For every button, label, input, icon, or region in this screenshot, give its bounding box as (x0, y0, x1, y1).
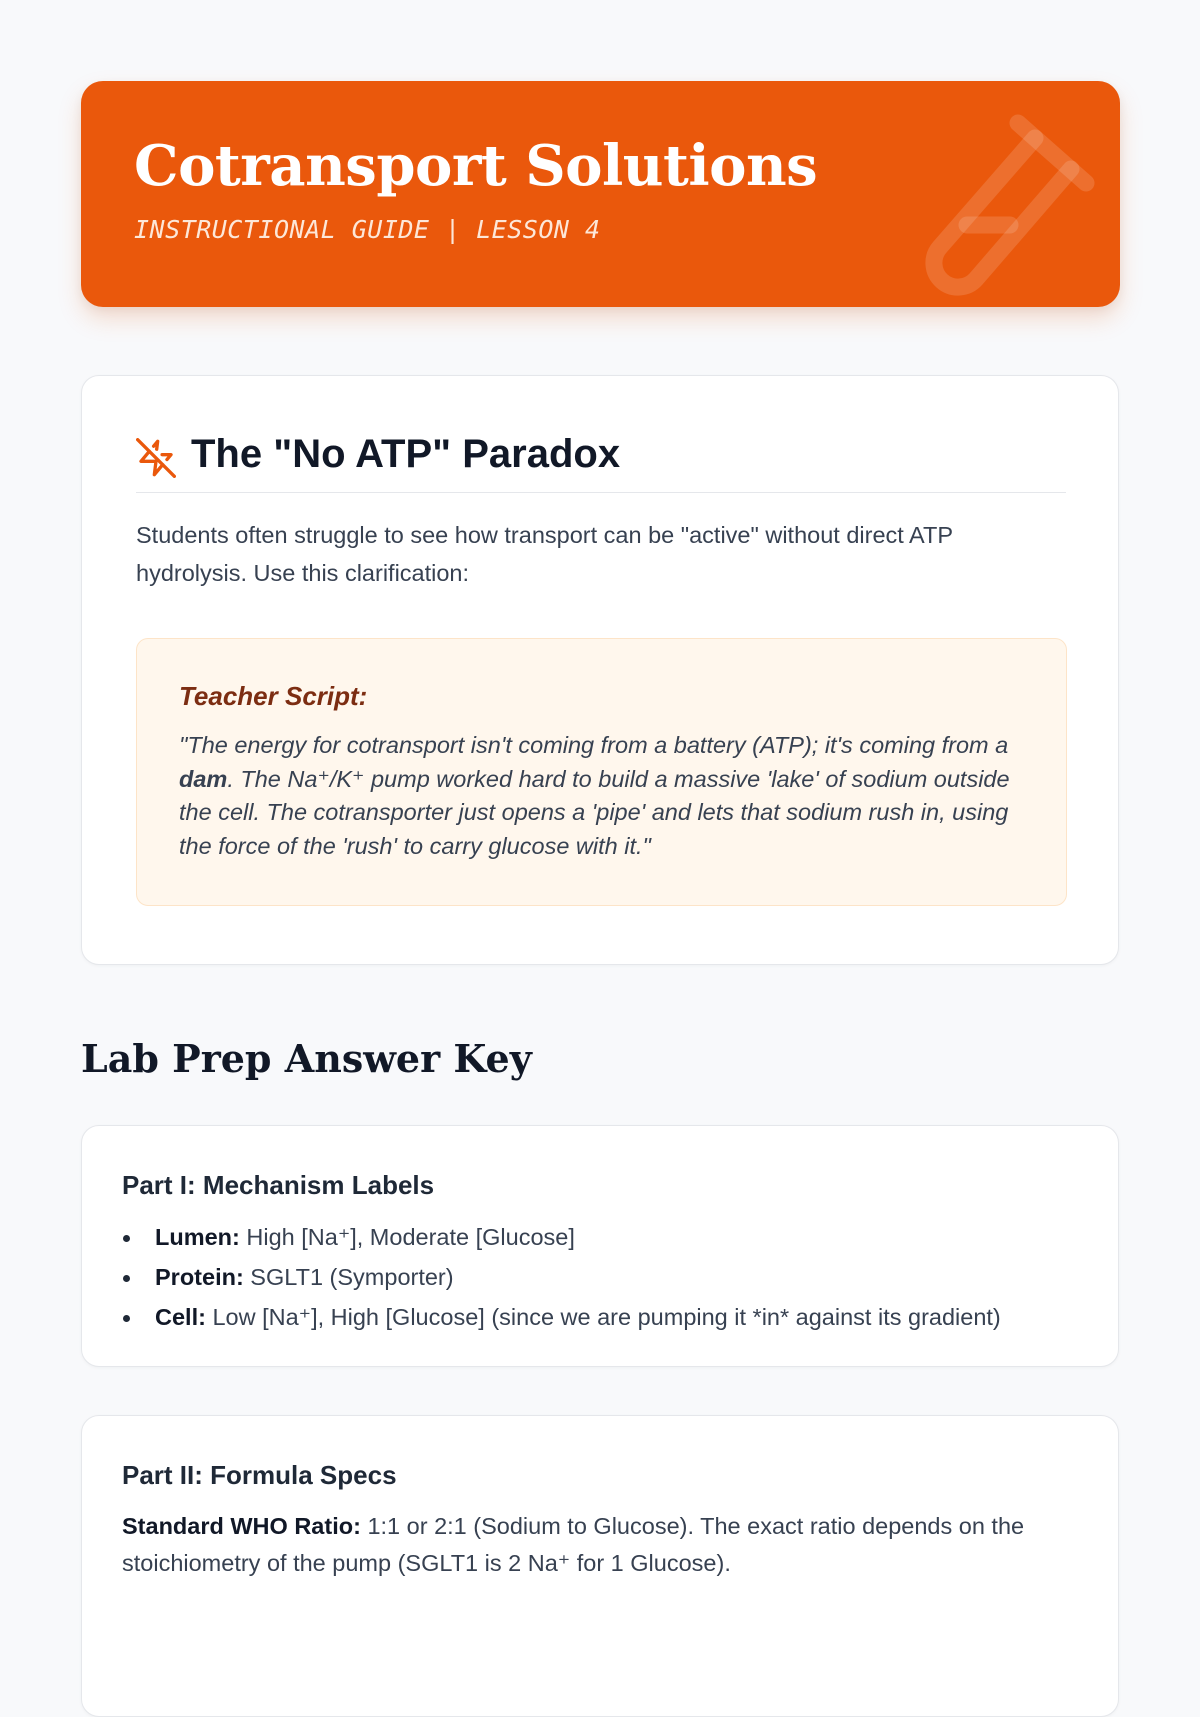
list-item (122, 1260, 1001, 1300)
teacher-script-box (136, 638, 1067, 906)
list-item-text: SGLT1 (Symporter) (243, 1264, 454, 1290)
paradox-title: The "No ATP" Paradox (191, 432, 621, 476)
paradox-card (81, 375, 1119, 965)
part1-title: Part I: Mechanism Labels (122, 1170, 435, 1200)
paradox-intro: Students often struggle to see how transport can be "active" without direct ATP hydrolysis. Use this clarification: (136, 522, 953, 586)
list-item-label: Lumen: (155, 1224, 240, 1250)
script-text-part: . The Na⁺/K⁺ pump worked hard to build a massive 'lake' of sodium outside the cell. The cotransporter just opens a 'pipe' and lets that sodium rush in, using the force of the 'rush' to carry glucose with it." (179, 765, 1010, 859)
mechanism-labels-list (122, 1220, 1001, 1340)
formula-specs-label: Standard WHO Ratio: (122, 1513, 361, 1539)
part1-card (81, 1125, 1119, 1367)
test-tube-icon (890, 111, 1120, 307)
hero-header (81, 81, 1120, 307)
script-text-part: "The energy for cotransport isn't coming from a battery (ATP); it's coming from a (179, 732, 1009, 758)
part2-card (81, 1415, 1119, 1717)
teacher-script-label: Teacher Script: (179, 681, 368, 711)
zap-off-icon (136, 438, 176, 478)
list-item-label: Protein: (155, 1264, 244, 1290)
list-item-text: Low [Na⁺], High [Glucose] (since we are pumping it *in* against its gradient) (205, 1304, 1001, 1330)
list-item-label: Cell: (155, 1304, 206, 1330)
teacher-script-text (179, 729, 1029, 863)
list-item-text: High [Na⁺], Moderate [Glucose] (239, 1224, 575, 1250)
part2-title: Part II: Formula Specs (122, 1460, 397, 1490)
paradox-heading (136, 432, 1066, 493)
page-subtitle: INSTRUCTIONAL GUIDE | LESSON 4 (134, 215, 601, 244)
answer-key-title: Lab Prep Answer Key (81, 1036, 532, 1081)
formula-specs-text (122, 1508, 1072, 1582)
script-emphasis: dam (179, 765, 228, 792)
page-title: Cotransport Solutions (134, 133, 818, 199)
list-item (122, 1300, 1001, 1340)
formula-specs-body: 1:1 or 2:1 (Sodium to Glucose). The exact ratio depends on the stoichiometry of the pump (SGLT1 is 2 Na⁺ for 1 Glucose). (122, 1513, 1025, 1576)
list-item (122, 1220, 1001, 1260)
page-container (81, 81, 1120, 1576)
